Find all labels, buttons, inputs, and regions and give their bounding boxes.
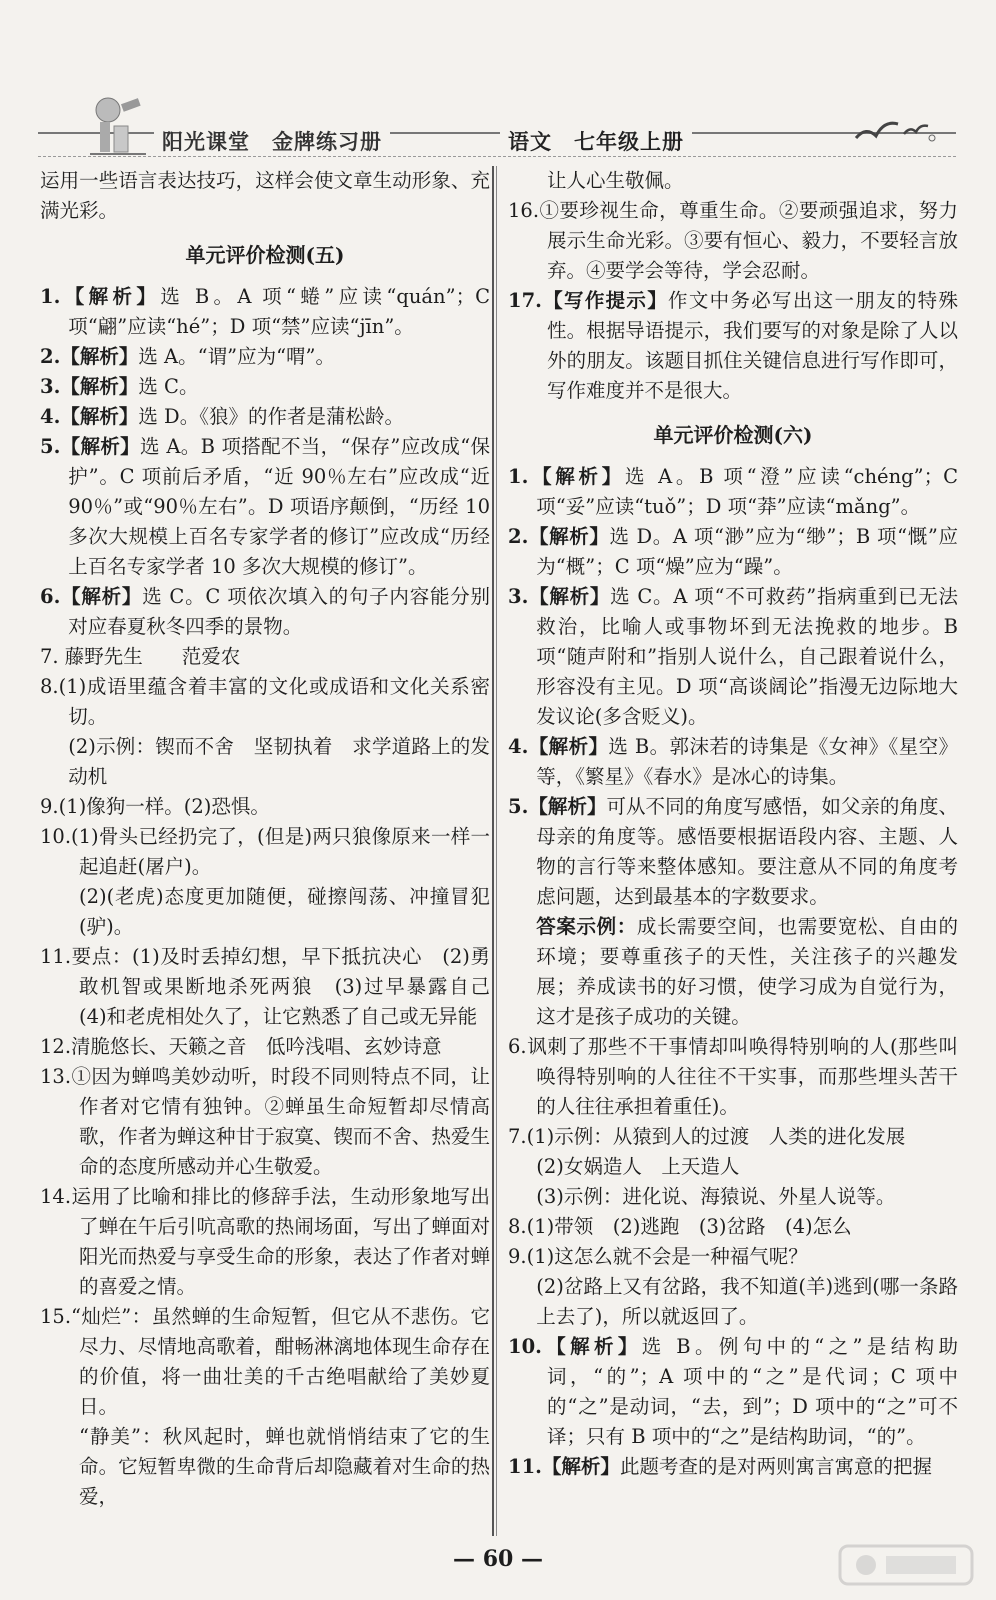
section-heading-6: 单元评价检测(六) [653, 423, 813, 447]
page-number: — 60 — [453, 1546, 543, 1572]
answer-text: 选 C。 [138, 375, 199, 398]
answer-tag: 3.【解析】 [40, 375, 139, 398]
answer-text: 作文中务必写出这一朋友的特殊性。根据导语提示，我们要写的对象是除了人以外的朋友。该题目抓住关键信息进行写作即可，写作难度并不是很大。 [547, 289, 958, 402]
answer-15-2: “静美”：秋风起时，蝉也就悄悄结束了它的生命。它短暂卑微的生命背后却隐藏着对生命的热爱， [79, 1425, 490, 1508]
watermark-logo-icon [836, 1540, 976, 1590]
answer-15-1: 15.“灿烂”：虽然蝉的生命短暂，但它从不悲伤。它尽力、尽情地高歌着，酣畅淋漓地体现生命存在的价值，将一曲壮美的千古绝唱献给了美妙夏日。 [40, 1305, 490, 1418]
answer-16: 16.①要珍视生命，尊重生命。②要顽强追求，努力展示生命光彩。③要有恒心、毅力，不要轻言放弃。④要学会等待，学会忍耐。 [508, 199, 958, 282]
answer-tag: 5.【解析】 [40, 435, 141, 458]
answer-6 [40, 582, 490, 642]
answer-tag: 3.【解析】 [508, 585, 611, 608]
answer-j7-2: (2)女娲造人 上天造人 [536, 1155, 740, 1178]
left-column [40, 166, 510, 1512]
answer-tag: 4.【解析】 [40, 405, 139, 428]
answer-text: 选 A。“谓”应为“喟”。 [138, 345, 336, 368]
answer-tag: 5.【解析】 [508, 795, 607, 818]
answer-j3 [508, 582, 958, 732]
answer-text: 选 B。郭沫若的诗集是《女神》《星空》等，《繁星》《春水》是冰心的诗集。 [536, 735, 959, 788]
answer-text: 此题考查的是对两则寓言寓意的把握 [619, 1455, 932, 1478]
answer-1 [40, 282, 490, 342]
answer-j11 [508, 1452, 958, 1482]
answer-tag: 10.【解析】 [508, 1335, 642, 1358]
answer-j1 [508, 462, 958, 522]
answer-j4 [508, 732, 958, 792]
answer-text: 选 A。B 项“澄”应读“chéng”；C 项“妥”应读“tuǒ”；D 项“莽”应读“mǎng”。 [536, 465, 959, 518]
answer-j7-1: 7.(1)示例：从猿到人的过渡 人类的进化发展 [508, 1125, 906, 1148]
answer-15-continued: 让人心生敬佩。 [547, 169, 684, 192]
answer-j9-2: (2)岔路上又有岔路，我不知道(羊)逃到(哪一条路上去了)，所以就返回了。 [536, 1275, 958, 1328]
answer-3 [40, 372, 490, 402]
answer-text: 选 C。C 项依次填入的句子内容能分别对应春夏秋冬四季的景物。 [68, 585, 490, 638]
answer-8-1: 8.(1)成语里蕴含着丰富的文化或成语和文化关系密切。 [40, 675, 490, 728]
answer-17 [508, 286, 958, 406]
answer-j2 [508, 522, 958, 582]
answer-10-2: (2)(老虎)态度更加随便，碰擦闯荡、冲撞冒犯(驴)。 [79, 885, 490, 938]
answer-tag: 11.【解析】 [508, 1455, 620, 1478]
answer-text: 选 C。A 项“不可救药”指病重到已无法救治，比喻人或事物坏到无法挽救的地步。B 项“随声附和”指别人说什么，自己跟着说什么，形容没有主见。D 项“高谈阔论”指漫无边际地大发议论(多含贬义)。 [536, 585, 958, 728]
answer-text: 选 B。A 项“蜷”应读“quán”；C 项“翩”应读“hé”；D 项“禁”应读“jīn”。 [68, 285, 490, 338]
answer-13: 13.①因为蝉鸣美妙动听，时段不同则特点不同，让作者对它情有独钟。②蝉虽生命短暂却尽情高歌，作者为蝉这种甘于寂寞、锲而不舍、热爱生命的态度所感动并心生敬爱。 [40, 1065, 490, 1178]
book-subject: 语文 七年级上册 [500, 126, 692, 156]
answer-tag: 6.【解析】 [40, 585, 143, 608]
answer-tag: 1.【解析】 [40, 285, 161, 308]
answer-j5-example [508, 912, 958, 1032]
answer-12: 12.清脆悠长、天籁之音 低吟浅唱、玄妙诗意 [40, 1035, 442, 1058]
answer-text: 可从不同的角度写感悟，如父亲的角度、母亲的角度等。感悟要根据语段内容、主题、人物的言行等来整体感知。要注意从不同的角度考虑问题，达到最基本的字数要求。 [536, 795, 958, 908]
birds-icon [846, 108, 936, 148]
answer-j6: 6.讽刺了那些不干事情却叫唤得特别响的人(那些叫唤得特别响的人往往不干实事，而那些埋头苦干的人往往承担着重任)。 [508, 1035, 958, 1118]
answer-5 [40, 432, 490, 582]
right-column [508, 166, 958, 1482]
column-divider [492, 166, 497, 1536]
example-text: 成长需要空间，也需要宽松、自由的环境；要尊重孩子的天性，关注孩子的兴趣发展；养成读书的好习惯，使学习成为自觉行为，这才是孩子成功的关键。 [536, 915, 958, 1028]
answer-text: 选 B。例句中的“之”是结构助词，“的”；A 项中的“之”是代词；C 项中的“之”是动词，“去，到”；D 项中的“之”可不译；只有 B 项中的“之”是结构助词，“的”。 [547, 1335, 958, 1448]
page-header [38, 118, 956, 158]
answer-text: 选 D。A 项“渺”应为“缈”；B 项“慨”应为“概”；C 项“燥”应为“躁”。 [536, 525, 958, 578]
answer-tag: 2.【解析】 [508, 525, 610, 548]
answer-tag: 2.【解析】 [40, 345, 139, 368]
example-tag: 答案示例： [536, 915, 637, 938]
answer-tag: 4.【解析】 [508, 735, 609, 758]
answer-8-2: (2)示例：锲而不舍 坚韧执着 求学道路上的发动机 [68, 735, 490, 788]
answer-text: 选 A。B 项搭配不当，“保存”应改成“保护”。C 项前后矛盾，“近 90％左右”应改成“近 90％”或“90％左右”。D 项语序颠倒，“历经 10 多次大规模上百名专家学者的修订”应改成“历经上百名专家学者 10 多次大规模的修订”。 [68, 435, 491, 578]
answer-tag: 17.【写作提示】 [508, 289, 669, 312]
answer-14: 14.运用了比喻和排比的修辞手法，生动形象地写出了蝉在午后引吭高歌的热闹场面，写出了蝉面对阳光而热爱与享受生命的形象，表达了作者对蝉的喜爱之情。 [40, 1185, 490, 1298]
answer-j5 [508, 792, 958, 912]
answer-2 [40, 342, 490, 372]
answer-7: 7. 藤野先生 范爱农 [40, 645, 241, 668]
answer-j8: 8.(1)带领 (2)逃跑 (3)岔路 (4)怎么 [508, 1215, 852, 1238]
section-heading-5: 单元评价检测(五) [185, 243, 345, 267]
book-brand: 阳光课堂 金牌练习册 [154, 126, 390, 156]
left-intro: 运用一些语言表达技巧，这样会使文章生动形象、充满光彩。 [40, 169, 490, 222]
answer-j9-1: 9.(1)这怎么就不会是一种福气呢？ [508, 1245, 808, 1268]
answer-9: 9.(1)像狗一样。(2)恐惧。 [40, 795, 270, 818]
answer-4 [40, 402, 490, 432]
answer-11: 11.要点：(1)及时丢掉幻想，早下抵抗决心 (2)勇敢机智或果断地杀死两狼 (3)过早暴露自己 (4)和老虎相处久了，让它熟悉了自己或无异能 [40, 945, 510, 1028]
telescope-icon [88, 96, 148, 158]
answer-j10 [508, 1332, 958, 1452]
answer-j7-3: (3)示例：进化说、海猿说、外星人说等。 [536, 1185, 896, 1208]
answer-text: 选 D。《狼》的作者是蒲松龄。 [138, 405, 404, 428]
answer-10-1: 10.(1)骨头已经扔完了，(但是)两只狼像原来一样一起追赶(屠户)。 [40, 825, 490, 878]
answer-tag: 1.【解析】 [508, 465, 625, 488]
